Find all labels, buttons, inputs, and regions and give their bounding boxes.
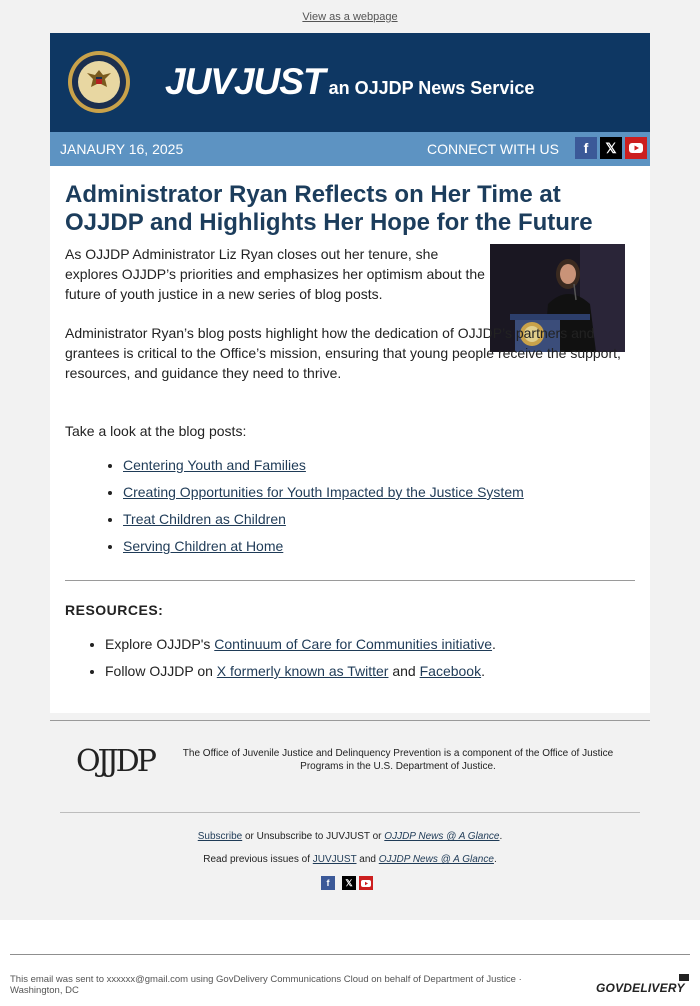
blog-link-treat-children[interactable]: Treat Children as Children (123, 511, 286, 527)
article-header (65, 181, 635, 237)
list-item (105, 634, 496, 661)
blog-post-list (105, 455, 524, 563)
govdelivery-logo: GOVDELIVERY (596, 981, 685, 995)
view-as-webpage (0, 11, 700, 23)
doj-seal-icon (68, 51, 130, 113)
blog-link-serving-children[interactable]: Serving Children at Home (123, 538, 284, 554)
article-title: Administrator Ryan Reflects on Her Time at OJJDP and Highlights Her Hope for the Future (65, 181, 593, 236)
header-banner (50, 33, 650, 132)
list-item (123, 509, 524, 536)
news-glance-archive-link[interactable]: OJJDP News @ A Glance (378, 854, 494, 865)
resource-text: . (492, 636, 496, 652)
resource-text: Explore OJJDP's (105, 636, 215, 652)
twitter-link[interactable]: X formerly known as Twitter (216, 663, 389, 679)
issue-date: JANAURY 16, 2025 (60, 141, 184, 157)
list-item (123, 482, 524, 509)
resource-text: and (388, 663, 420, 679)
intro-paragraph: As OJJDP Administrator Liz Ryan closes out her tenure, she explores OJJDP’s priorities and emphasizes her optimism about the future of youth justice in a new series of blog posts. (65, 246, 485, 302)
list-item (105, 661, 496, 688)
view-as-webpage-link[interactable]: View as a webpage (302, 11, 398, 23)
body-paragraph: Administrator Ryan’s blog posts highlight how the dedication of OJJDP’s partners and grantees is critical to the Office’s mission, ensuring that young people receive the support, resources, and guidance they need to thrive. (65, 325, 621, 381)
news-glance-link[interactable]: OJJDP News @ A Glance (384, 831, 500, 842)
resource-text: Follow OJJDP on (105, 663, 217, 679)
subscribe-line: Subscribe or Unsubscribe to JUVJUST or OJJDP News @ A Glance. (197, 831, 503, 842)
youtube-icon[interactable] (625, 137, 647, 159)
previous-issues-line: Read previous issues of JUVJUST and OJJDP News @ A Glance. (203, 854, 497, 865)
section-divider (65, 580, 635, 581)
footer-x-icon[interactable]: 𝕏 (342, 876, 356, 890)
blog-intro: Take a look at the blog posts: (65, 423, 247, 439)
date-bar (50, 132, 650, 166)
facebook-link[interactable]: Facebook (419, 663, 482, 679)
brand-juvjust: JUVJUST (165, 61, 325, 102)
footer-facebook-icon[interactable]: f (321, 876, 335, 890)
envelope-icon (679, 974, 689, 981)
ojjdp-logo: OJJDP (76, 744, 154, 779)
continuum-of-care-link[interactable]: Continuum of Care for Communities initiative (214, 636, 493, 652)
footer-divider (50, 720, 650, 721)
list-item (123, 455, 524, 482)
brand-subtitle: an OJJDP News Service (328, 78, 535, 98)
resources-heading: RESOURCES: (65, 602, 164, 618)
blog-link-creating-opportunities[interactable]: Creating Opportunities for Youth Impacted by the Justice System (123, 484, 524, 500)
x-icon[interactable]: 𝕏 (600, 137, 622, 159)
connect-label: CONNECT WITH US (427, 141, 559, 157)
juvjust-archive-link[interactable]: JUVJUST (312, 854, 357, 865)
footer-divider-2 (60, 812, 640, 813)
footer-youtube-icon[interactable] (359, 876, 373, 890)
list-item (123, 536, 524, 563)
bottom-divider (10, 954, 690, 955)
brand-title (165, 61, 534, 103)
resource-text: . (481, 663, 485, 679)
resources-list (85, 634, 496, 688)
subscribe-link[interactable]: Subscribe (197, 831, 243, 842)
footer-description: The Office of Juvenile Justice and Delinquency Prevention is a component of the Office of Justice Programs in the U.S. Department of Justice. (182, 748, 614, 772)
blog-link-centering-youth[interactable]: Centering Youth and Families (123, 457, 306, 473)
email-card (50, 33, 650, 713)
sent-notice: This email was sent to xxxxxx@gmail.com using GovDelivery Communications Cloud on behalf of Department of Justice · Washington, DC (10, 974, 522, 996)
facebook-icon[interactable]: f (575, 137, 597, 159)
